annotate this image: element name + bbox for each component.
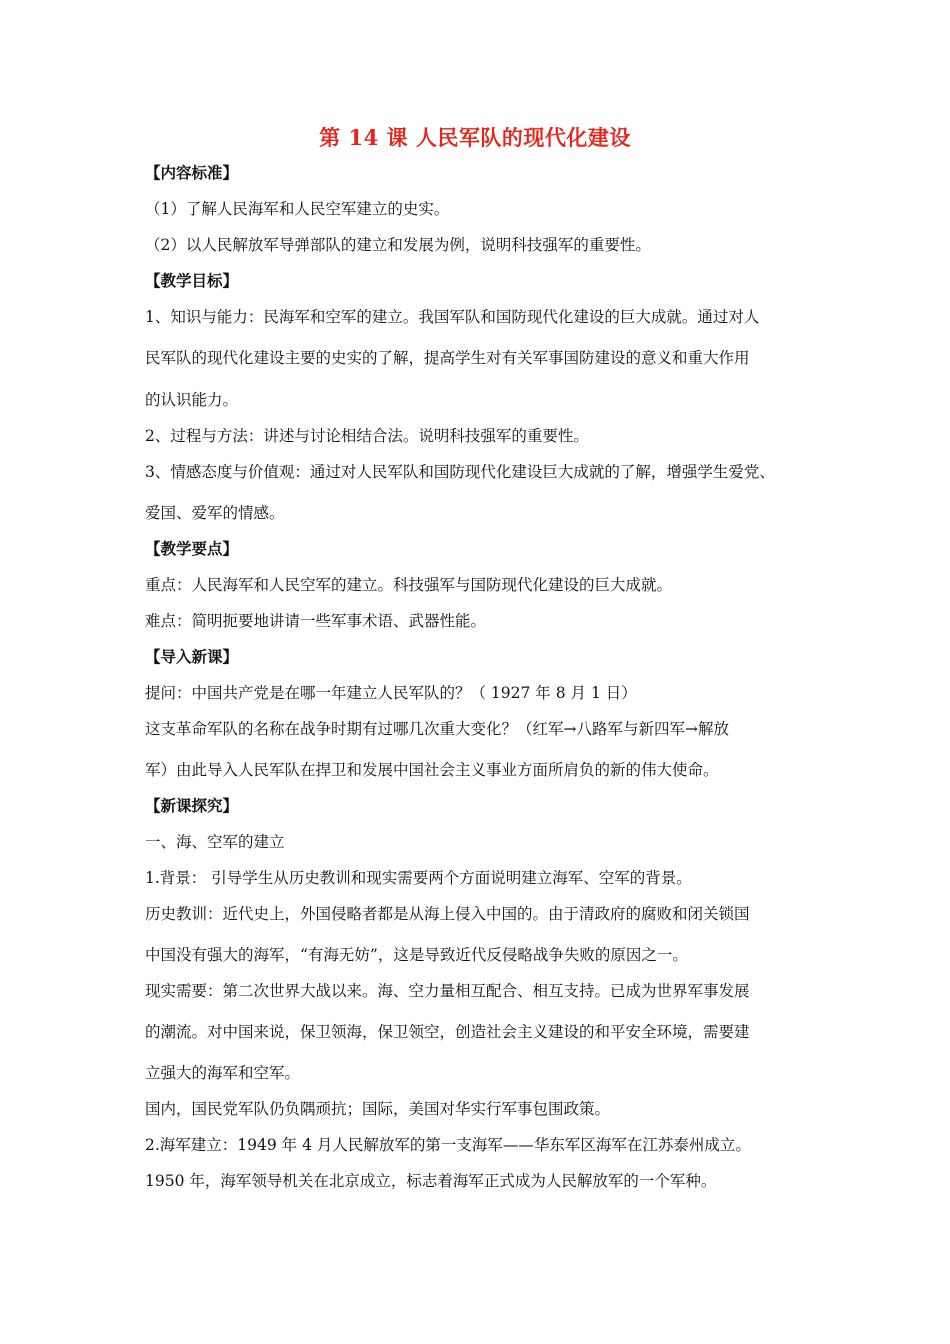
page-title: 第 14 课 人民军队的现代化建设 [319, 125, 631, 150]
goal-line: 的认识能力。 [145, 391, 239, 409]
standard-item-1: （1）了解人民海军和人民空军建立的史实。 [145, 200, 450, 218]
lesson-line: 2.海军建立：1949 年 4 月人民解放军的第一支海军——华东军区海军在江苏泰州成立。 [145, 1136, 751, 1154]
lesson-line: 一、海、空军的建立 [145, 833, 285, 851]
intro-line: 这支革命军队的名称在战争时期有过哪几次重大变化？（红军→八路军与新四军→解放 [145, 720, 729, 738]
goal-line: 2、过程与方法：讲述与讨论相结合法。说明科技强军的重要性。 [145, 427, 589, 445]
lesson-line: 中国没有强大的海军，“有海无妨”，这是导致近代反侵略战争失败的原因之一。 [145, 946, 688, 964]
heading-key-points: 【教学要点】 [145, 539, 239, 558]
lesson-line: 国内，国民党军队仍负隅顽抗；国际，美国对华实行军事包围政策。 [145, 1100, 611, 1118]
lesson-line: 1950 年，海军领导机关在北京成立，标志着海军正式成为人民解放军的一个军种。 [145, 1172, 717, 1190]
lesson-line: 的潮流。对中国来说，保卫领海，保卫领空，创造社会主义建设的和平安全环境，需要建 [145, 1023, 750, 1041]
key-point-line: 难点：简明扼要地讲请一些军事术语、武器性能。 [145, 612, 487, 630]
lesson-line: 现实需要：第二次世界大战以来。海、空力量相互配合、相互支持。已成为世界军事发展 [145, 982, 750, 1000]
key-point-line: 重点：人民海军和人民空军的建立。科技强军与国防现代化建设的巨大成就。 [145, 576, 673, 594]
heading-new-lesson: 【新课探究】 [145, 796, 239, 815]
lesson-line: 立强大的海军和空军。 [145, 1064, 301, 1082]
lesson-line: 历史教训：近代史上，外国侵略者都是从海上侵入中国的。由于清政府的腐败和闭关锁国 [145, 905, 750, 923]
intro-line: 提问：中国共产党是在哪一年建立人民军队的？（ 1927 年 8 月 1 日） [145, 684, 637, 702]
goal-line: 民军队的现代化建设主要的史实的了解，提高学生对有关军事国防建设的意义和重大作用 [145, 349, 750, 367]
heading-teaching-goals: 【教学目标】 [145, 271, 239, 290]
standard-item-2: （2）以人民解放军导弹部队的建立和发展为例，说明科技强军的重要性。 [145, 236, 651, 254]
lesson-line: 1.背景： 引导学生从历史教训和现实需要两个方面说明建立海军、空军的背景。 [145, 869, 692, 887]
heading-intro: 【导入新课】 [145, 647, 239, 666]
heading-content-standard: 【内容标准】 [145, 163, 239, 182]
goal-line: 3、情感态度与价值观：通过对人民军队和国防现代化建设巨大成就的了解，增强学生爱党、 [145, 463, 775, 481]
goal-line: 1、知识与能力：民海军和空军的建立。我国军队和国防现代化建设的巨大成就。通过对人 [145, 308, 760, 326]
intro-line: 军）由此导入人民军队在捍卫和发展中国社会主义事业方面所肩负的新的伟大使命。 [145, 761, 719, 779]
goal-line: 爱国、爱军的情感。 [145, 504, 285, 522]
